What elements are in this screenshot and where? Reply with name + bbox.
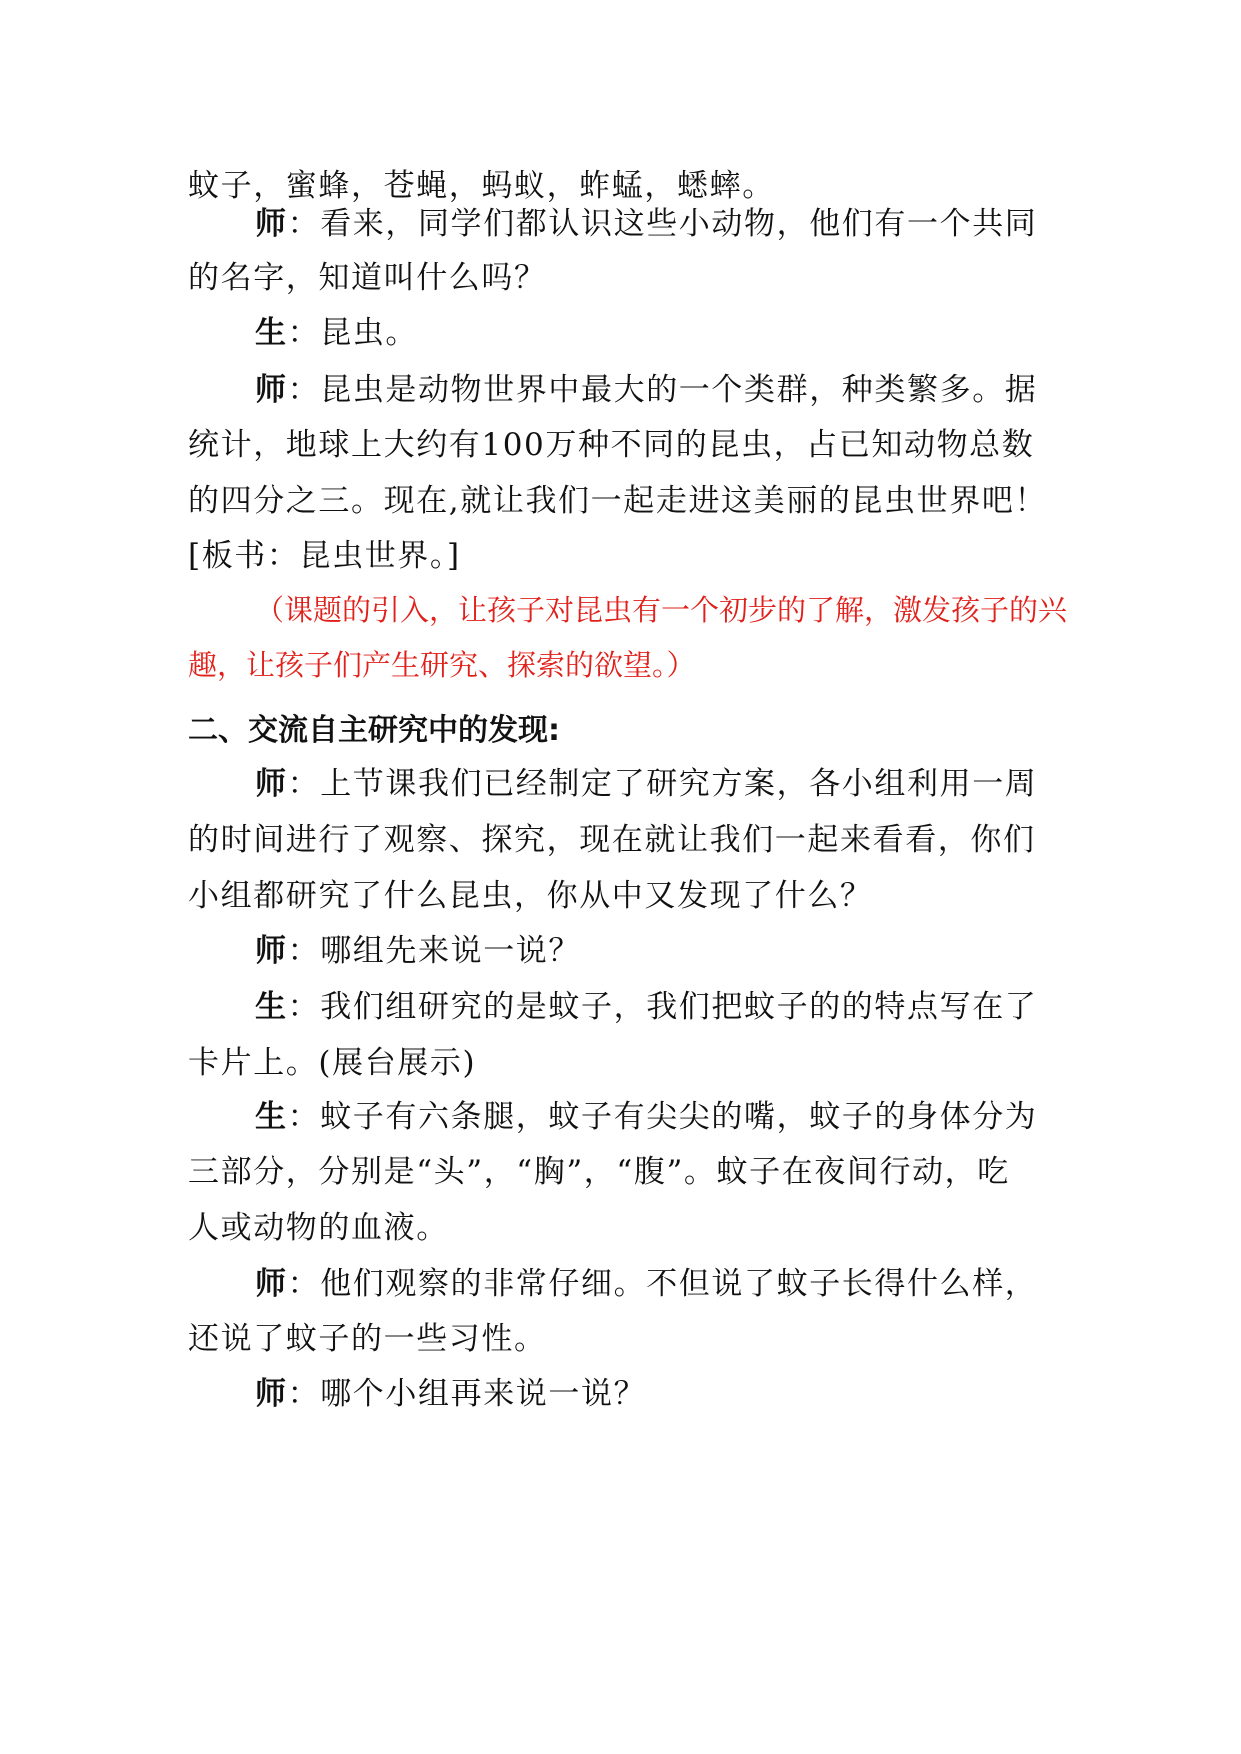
speaker-label: 师 [255, 1376, 288, 1412]
body-text-line: 卡片上。(展台展示) [188, 1045, 477, 1081]
dialogue-text: ：看来，同学们都认识这些小动物，他们有一个共同 [287, 206, 1038, 242]
speaker-label: 师 [255, 766, 288, 802]
teaching-note-line: 趣，让孩子们产生研究、探索的欲望。） [188, 648, 696, 682]
speaker-label: 生 [255, 1099, 288, 1135]
body-text-line: 的时间进行了观察、探究，现在就让我们一起来看看，你们 [188, 822, 1036, 858]
board-note-line: [板书：昆虫世界。] [188, 538, 461, 574]
dialogue-text: ：昆虫是动物世界中最大的一个类群，种类繁多。据 [287, 372, 1038, 408]
body-text-line: 统计，地球上大约有100万种不同的昆虫，占已知动物总数 [188, 427, 1035, 463]
teaching-note-line: （课题的引入，让孩子对昆虫有一个初步的了解，激发孩子的兴 [255, 593, 1068, 627]
body-text-line: 的四分之三。现在,就让我们一起走进这美丽的昆虫世界吧！ [188, 483, 1048, 519]
body-text-line: 蚊子，蜜蜂，苍蝇，蚂蚁，蚱蜢，蟋蟀。 [188, 168, 775, 204]
dialogue-text: ：哪个小组再来说一说？ [287, 1376, 647, 1412]
section-heading: 二、交流自主研究中的发现: [188, 713, 560, 748]
dialogue-line [255, 987, 1058, 1027]
dialogue-line [255, 1264, 1058, 1304]
dialogue-line [255, 1097, 1058, 1137]
dialogue-line [255, 1374, 1058, 1414]
dialogue-line [255, 313, 1058, 353]
dialogue-text: ：蚊子有六条腿，蚊子有尖尖的嘴，蚊子的身体分为 [287, 1099, 1038, 1135]
speaker-label: 生 [255, 315, 288, 351]
speaker-label: 师 [255, 1266, 288, 1302]
dialogue-text: ：我们组研究的是蚊子，我们把蚊子的的特点写在了 [287, 989, 1038, 1025]
dialogue-line [255, 931, 1058, 971]
dialogue-line [255, 204, 1058, 244]
dialogue-text: ：哪组先来说一说？ [287, 933, 582, 969]
body-text-line: 还说了蚊子的一些习性。 [188, 1321, 547, 1357]
dialogue-line [255, 764, 1058, 804]
dialogue-line [255, 370, 1058, 410]
dialogue-text: ：上节课我们已经制定了研究方案，各小组利用一周 [287, 766, 1038, 802]
body-text-line: 小组都研究了什么昆虫，你从中又发现了什么？ [188, 878, 873, 914]
dialogue-text: ：昆虫。 [287, 315, 419, 351]
speaker-label: 生 [255, 989, 288, 1025]
body-text-line: 三部分，分别是“头”，“胸”，“腹”。蚊子在夜间行动，吃 [188, 1154, 1010, 1190]
speaker-label: 师 [255, 206, 288, 242]
speaker-label: 师 [255, 372, 288, 408]
speaker-label: 师 [255, 933, 288, 969]
dialogue-text: ：他们观察的非常仔细。不但说了蚊子长得什么样， [287, 1266, 1038, 1302]
body-text-line: 的名字，知道叫什么吗？ [188, 260, 547, 296]
body-text-line: 人或动物的血液。 [188, 1210, 449, 1246]
